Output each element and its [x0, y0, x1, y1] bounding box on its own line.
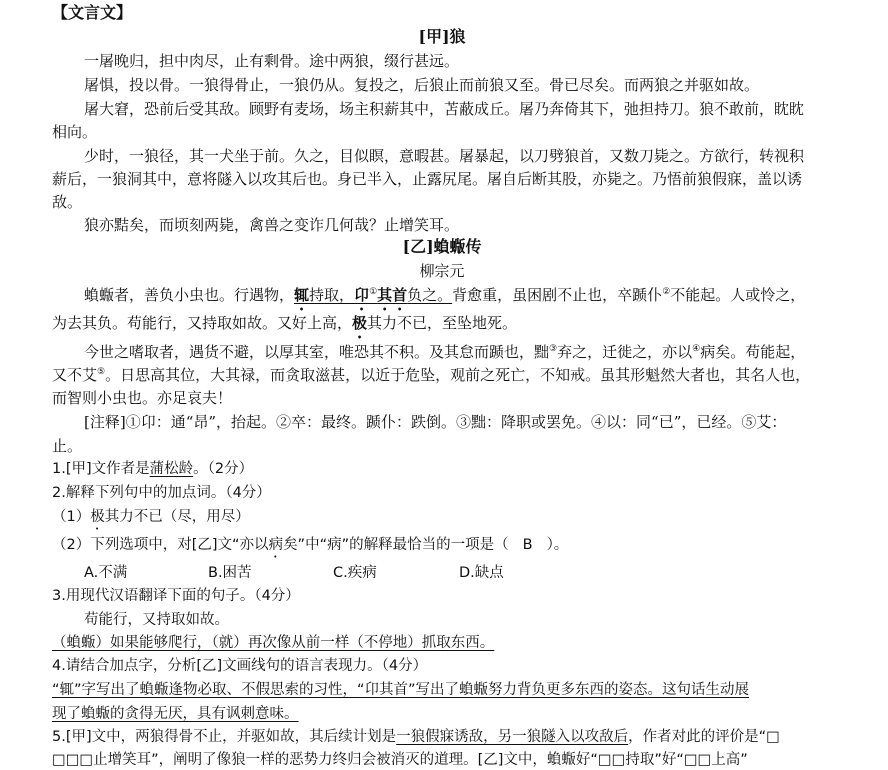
jia-p3-line1: 屠大窘，恐前后受其敌。顾野有麦场，场主积薪其中，苫蔽成丘。屠乃奔倚其下，弛担持刀。狼不敢前，眈眈	[84, 100, 805, 118]
text-run: 病矣。苟能起，	[700, 343, 806, 361]
answer: 一狼假寐诱敌，另一狼隧入以攻敌后	[396, 729, 629, 745]
yi-p2-line3: 而智则小虫也。亦足哀夫！	[52, 389, 233, 407]
question-5-line2: □□□止增笑耳”，阐明了像狼一样的恶势力终归会被消灭的道理。[乙]文中，蝜蝂好“□□持取”好“□□上高”	[52, 752, 748, 768]
text-run: （1）	[52, 509, 91, 525]
text-run: 其力不已，至坠地死。	[367, 314, 518, 332]
question-5-line1	[52, 727, 780, 747]
text-run: 为去其负。苟能行，又持取如故。又好上高，	[52, 314, 353, 332]
section-header: 【文言文】	[52, 3, 133, 22]
question-3: 3.用现代汉语翻译下面的句子。（4分）	[52, 588, 300, 604]
question-1	[52, 459, 253, 479]
text-run: 负之。	[407, 286, 453, 304]
option-a: A.不满	[84, 565, 128, 581]
yi-p2-line2	[52, 365, 810, 385]
dotted-word: 其首	[377, 286, 408, 304]
question-3-sentence: 苟能行，又持取如故。	[84, 612, 229, 628]
text-run: 又不艾	[52, 366, 98, 384]
text-run: 。日思高其位，大其禄，而贪取滋甚，以近于危坠，观前之死亡，不知戒。虽其形魁然大者也，其名人也，	[105, 366, 811, 384]
text-run: 今世之嗜取者，遇货不避，以厚其室，唯恐其不积。及其怠而踬也，黜	[84, 343, 550, 361]
option-c: C.疾病	[333, 565, 377, 581]
question-2: 2.解释下列句中的加点词。（4分）	[52, 485, 271, 501]
jia-p4-line3: 敌。	[52, 193, 83, 211]
text-run: 蝜蝂者，善负小虫也。行遇物，	[84, 286, 295, 304]
footnote-mark: ⑤	[97, 367, 106, 377]
text-run: 弃之，迁徙之，亦以	[557, 343, 693, 361]
footnote-mark: ①	[369, 287, 378, 297]
dotted-word: 卬	[354, 286, 370, 304]
text-run: 持取，	[309, 286, 355, 304]
question-3-answer: （蝜蝂）如果能够爬行，（就）再次像从前一样（不停地）抓取东西。	[52, 635, 495, 651]
jia-p2-line1: 屠惧，投以骨。一狼得骨止，一狼仍从。复投之，后狼止而前狼又至。骨已尽矣。而两狼之并驱如故。	[84, 76, 760, 94]
option-b: B.困苦	[208, 565, 252, 581]
yi-p1-line2	[52, 313, 517, 342]
text-run: 不能起。人或怜之，	[670, 286, 806, 304]
dotted-word: 极	[352, 314, 368, 332]
text-run: 。（2分）	[193, 461, 254, 477]
notes-line2: 止。	[52, 437, 83, 455]
question-4-answer-line1: “辄”字写出了蝜蝂逢物必取、不假思索的习性，“卬其首”写出了蝜蝂努力背负更多东西的姿态。这句话生动展	[52, 682, 750, 698]
jia-p4-line2: 薪后，一狼洞其中，意将隧入以攻其后也。身已半入，止露尻尾。屠自后断其股，亦毙之。乃悟前狼假寐，盖以诱	[52, 170, 803, 188]
text-run: ）。	[546, 537, 569, 553]
dotted-word: 病	[268, 537, 284, 553]
jia-p3-line2: 相向。	[52, 123, 98, 141]
dotted-word: 辄	[294, 286, 310, 304]
text-run: 其力不已（尽，用尽）	[104, 509, 250, 525]
jia-p5-line1: 狼亦黠矣，而顷刻两毙，禽兽之变诈几何哉？止增笑耳。	[84, 216, 460, 234]
option-d: D.缺点	[459, 565, 504, 581]
yi-p2-line1	[84, 342, 805, 362]
text-run: ，作者对此的评价是“□	[628, 729, 780, 745]
jia-title: [甲]狼	[418, 27, 466, 46]
question-2-1	[52, 507, 250, 533]
text-run: 背愈重，虽困剧不止也，卒踬仆	[452, 286, 663, 304]
jia-p1-line1: 一屠晚归，担中肉尽，止有剩骨。途中两狼，缀行甚远。	[84, 52, 460, 70]
yi-title: [乙]蝜蝂传	[402, 237, 482, 256]
jia-p4-line1: 少时，一狼径，其一犬坐于前。久之，目似瞑，意暇甚。屠暴起，以刀劈狼首，又数刀毙之。方欲行，转视积	[84, 147, 805, 165]
footnote-mark: ②	[662, 287, 671, 297]
yi-p1-line1	[84, 285, 805, 314]
question-4: 4.请结合加点字，分析[乙]文画线句的语言表现力。（4分）	[52, 658, 428, 674]
text-run: 1.[甲]文作者是	[52, 461, 150, 477]
question-4-answer-line2: 现了蝜蝂的贪得无厌，具有讽刺意味。	[52, 706, 299, 722]
text-run: 矣”中“病”的解释最恰当的一项是（	[283, 537, 509, 553]
notes-line1: [注释]①卬：通“昂”，抬起。②卒：最终。踬仆：跌倒。③黜：降职或罢免。④以：同“已”，已经。⑤艾：	[84, 413, 787, 431]
yi-author: 柳宗元	[419, 262, 465, 280]
answer: B	[522, 537, 533, 553]
question-2-2	[52, 535, 568, 561]
answer: 蒲松龄	[149, 461, 194, 477]
footnote-mark: ④	[692, 344, 701, 354]
footnote-mark: ③	[549, 344, 558, 354]
text-run: 5.[甲]文中，两狼得骨不止，并驱如故，其后续计划是	[52, 729, 397, 745]
dotted-word: 极	[90, 509, 105, 525]
text-run: （2）下列选项中，对[乙]文“亦以	[52, 537, 269, 553]
